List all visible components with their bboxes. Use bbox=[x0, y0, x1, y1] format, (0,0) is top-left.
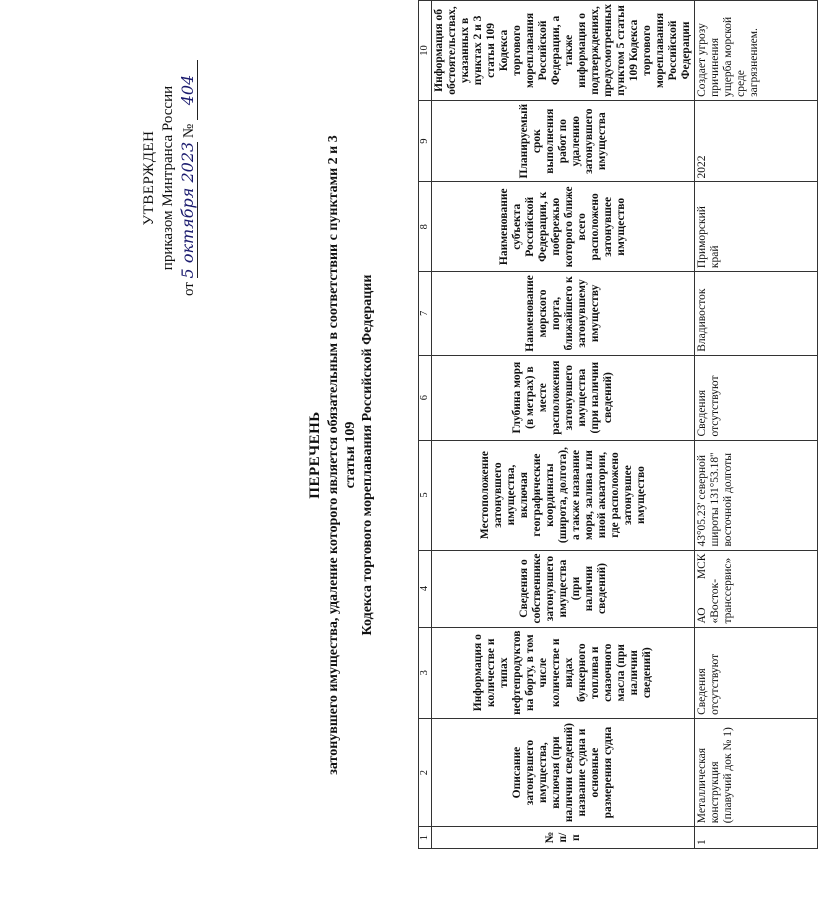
cell-owner: АО МСК «Восток-транссервис» bbox=[695, 550, 818, 627]
column-number: 2 bbox=[419, 718, 432, 826]
header-location: Местоположение затонувшего имущества, включая географические координаты (широта, долгота), а также название моря, залива или иной акватории, где расположено затонувшее имущество bbox=[432, 440, 695, 550]
header-description: Описание затонувшего имущества, включая (при наличии сведений) название судна и основные размерения судна bbox=[432, 718, 695, 826]
column-number: 7 bbox=[419, 272, 432, 356]
column-number-row bbox=[419, 1, 432, 849]
cell-depth: Сведения отсутствуют bbox=[695, 355, 818, 440]
header-term: Планируемый срок выполнения работ по удалению затонувшего имущества bbox=[432, 100, 695, 182]
header-oil-info: Информация о количестве и типах нефтепродуктов на борту, в том числе количестве и видах бункерного топлива и смазочного масла (при наличии сведений) bbox=[432, 627, 695, 718]
table-row bbox=[695, 1, 818, 849]
approval-number-prefix: № bbox=[181, 123, 197, 139]
column-number: 9 bbox=[419, 100, 432, 182]
approval-order: приказом Минтранса России bbox=[160, 85, 176, 271]
header-region: Наименование субъекта Российской Федерации, к побережью которого ближе всего расположено затонувшее имущество bbox=[432, 182, 695, 272]
cell-port: Владивосток bbox=[695, 272, 818, 356]
cell-region: Приморский край bbox=[695, 182, 818, 272]
document-heading bbox=[305, 135, 376, 775]
column-number: 8 bbox=[419, 182, 432, 272]
column-number: 5 bbox=[419, 440, 432, 550]
document-title: ПЕРЕЧЕНЬ bbox=[307, 411, 323, 499]
approval-number-value: 404 bbox=[178, 60, 198, 120]
header-num: № п/п bbox=[432, 827, 695, 849]
column-number: 6 bbox=[419, 355, 432, 440]
approval-title: УТВЕРЖДЕН bbox=[141, 130, 157, 226]
cell-term: 2022 bbox=[695, 100, 818, 182]
cell-location: 43°05.23' северной широты 131°53.18'' восточной долготы bbox=[695, 440, 818, 550]
column-number: 1 bbox=[419, 827, 432, 849]
approval-date-line bbox=[178, 60, 199, 296]
cell-oil-info: Сведения отсутствуют bbox=[695, 627, 818, 718]
cell-num: 1 bbox=[695, 827, 818, 849]
table-header-row bbox=[432, 1, 695, 849]
approval-block bbox=[140, 60, 199, 296]
column-number: 4 bbox=[419, 550, 432, 627]
document-subtitle-line1: затонувшего имущества, удаление которого является обязательным в соответствии с пунктами 2 и 3 статьи 109 bbox=[326, 135, 358, 775]
header-depth: Глубина моря (в метрах) в месте расположения затонувшего имущества (при наличии сведений) bbox=[432, 355, 695, 440]
header-circumstances: Информация об обстоятельствах, указанных в пунктах 2 и 3 статьи 109 Кодекса торгового мореплавания Российской Федерации, а также информация о подтверждениях, предусмотренных пунктом 5 статьи 109 Кодекса торгового мореплавания Российской Федерации bbox=[432, 1, 695, 101]
approval-date-value: 5 октября 2023 bbox=[178, 141, 197, 279]
column-number: 3 bbox=[419, 627, 432, 718]
header-port: Наименование морского порта, ближайшего к затонувшему имуществу bbox=[432, 272, 695, 356]
cell-description: Металлическая конструкция (плавучий док № 1) bbox=[695, 718, 818, 826]
cell-circumstances: Создает угрозу причинения ущерба морской среде загрязнением. bbox=[695, 1, 818, 101]
column-number: 10 bbox=[419, 1, 432, 101]
wreck-list-table bbox=[418, 0, 818, 849]
approval-date-prefix: от bbox=[181, 282, 197, 297]
header-owner: Сведения о собственнике затонувшего имущества (при наличии сведений) bbox=[432, 550, 695, 627]
document-subtitle-line2: Кодекса торгового мореплавания Российской Федерации bbox=[360, 274, 375, 636]
